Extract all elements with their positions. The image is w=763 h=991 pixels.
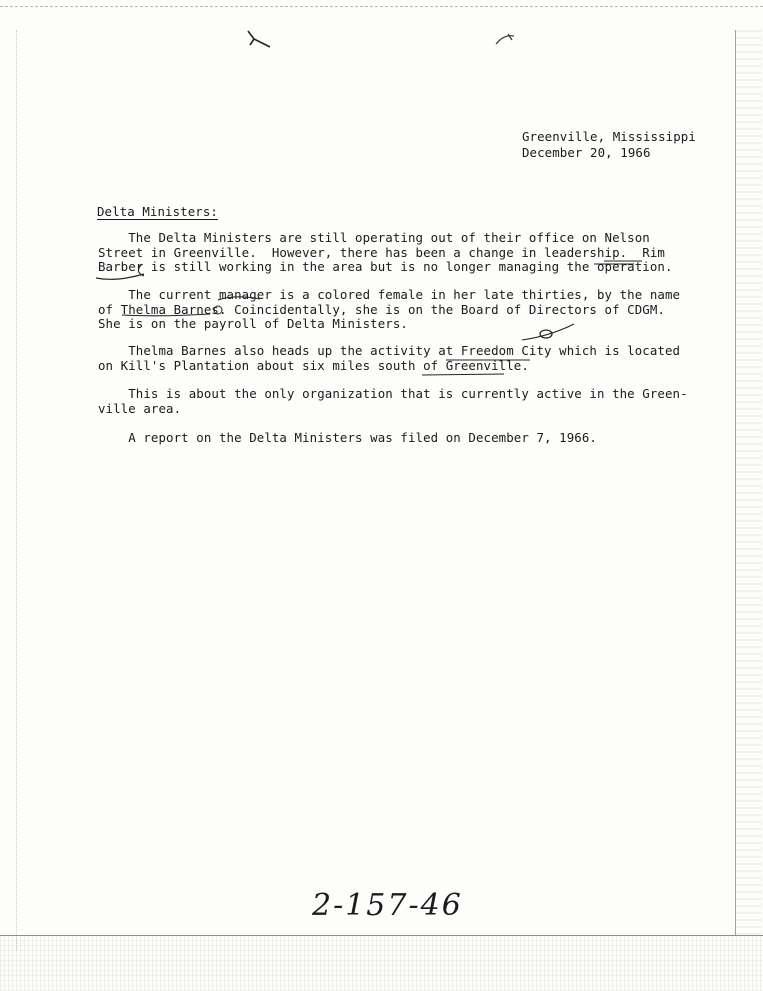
pen-underline-rim-barber bbox=[96, 258, 666, 288]
scan-mark-top-left bbox=[244, 25, 274, 51]
paragraph-line: Barber is still working in the area but is no longer managing the operation. bbox=[98, 259, 673, 274]
scan-mark-top-right bbox=[494, 30, 520, 50]
scan-edge-right bbox=[735, 30, 762, 935]
paragraph-line: Thelma Barnes also heads up the activity at Freedom City which is located bbox=[98, 343, 681, 358]
paragraph-line: ville area. bbox=[98, 400, 182, 416]
pen-underline-freedom-city bbox=[444, 356, 534, 366]
paragraph-3 bbox=[98, 344, 680, 373]
pen-marks-thelma-barnes bbox=[120, 300, 230, 322]
dateline-location: Greenville, Mississippi bbox=[522, 129, 696, 144]
scan-edge-bottom bbox=[0, 935, 763, 991]
pen-mark-margin-ornament bbox=[520, 320, 580, 344]
paragraph-line: The Delta Ministers are still operating out of their office on Nelson bbox=[98, 230, 650, 245]
scan-edge-top bbox=[0, 0, 763, 7]
paragraph-line: The current manager is a colored female in her late thirties, by the name bbox=[98, 287, 681, 302]
dateline bbox=[522, 130, 696, 161]
dateline-date: December 20, 1966 bbox=[522, 144, 651, 160]
section-heading-text: Delta Ministers: bbox=[97, 204, 218, 219]
paragraph-line: of Thelma Barnes. Coincidentally, she is on the Board of Directors of CDGM. bbox=[98, 301, 665, 317]
paragraph-5 bbox=[98, 431, 597, 446]
paragraph-line: She is on the payroll of Delta Ministers. bbox=[98, 316, 408, 331]
paragraph-line: on Kill's Plantation about six miles south of Greenville. bbox=[98, 357, 529, 373]
paragraph-line: Street in Greenville. However, there has been a change in leadership. Rim bbox=[98, 244, 665, 260]
section-heading bbox=[97, 205, 218, 220]
paragraph-line: This is about the only organization that is currently active in the Green- bbox=[98, 386, 688, 401]
scan-edge-left bbox=[16, 30, 19, 950]
handwritten-file-number: 2-157-46 bbox=[312, 888, 463, 923]
paragraph-line: A report on the Delta Ministers was filed on December 7, 1966. bbox=[98, 430, 597, 445]
paragraph-4 bbox=[98, 387, 688, 416]
pen-strike-manager bbox=[216, 290, 266, 304]
pen-underline-greenville bbox=[420, 371, 510, 381]
